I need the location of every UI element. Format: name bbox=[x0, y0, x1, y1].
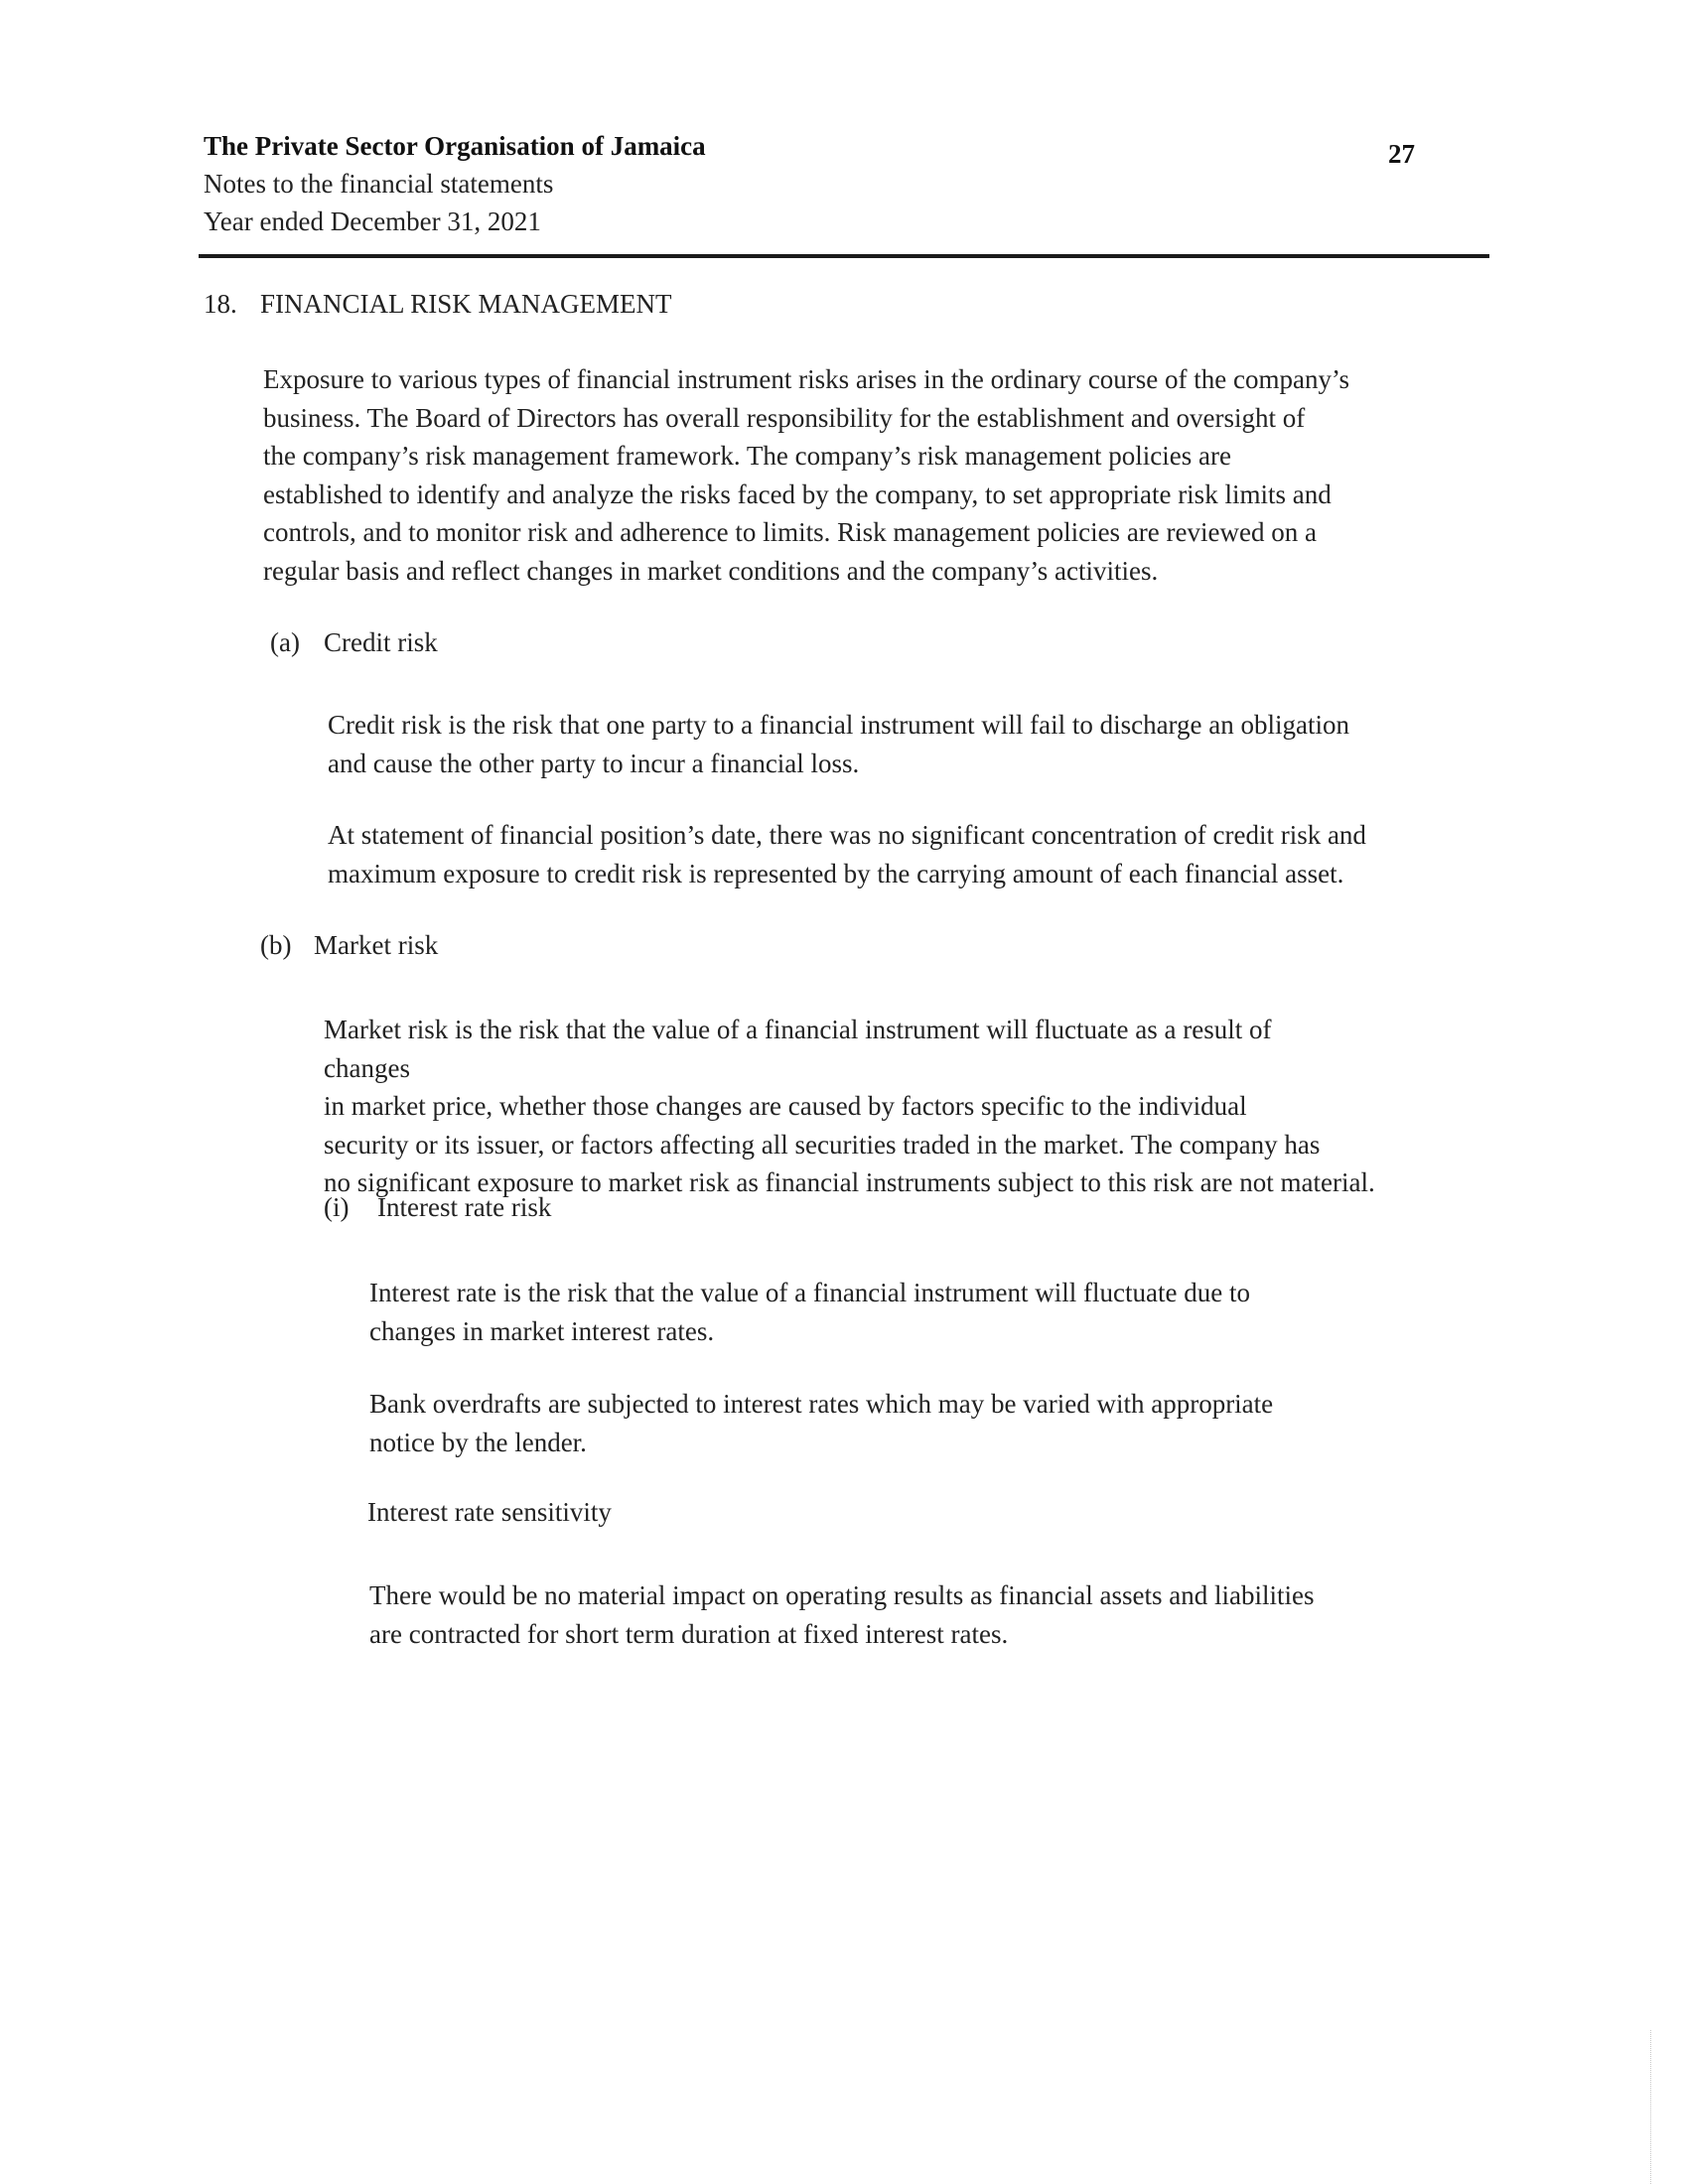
market-risk-line: in market price, whether those changes are caused by factors specific to the individual bbox=[324, 1091, 1247, 1121]
credit-risk-paragraph-2 bbox=[328, 816, 1366, 892]
market-risk-line: no significant exposure to market risk as financial instruments subject to this risk are not material. bbox=[324, 1167, 1375, 1197]
interest-rate-line: Bank overdrafts are subjected to interest rates which may be varied with appropriate bbox=[369, 1389, 1274, 1419]
interest-rate-risk-marker: (i) bbox=[324, 1192, 350, 1222]
credit-risk-paragraph-1 bbox=[328, 706, 1349, 782]
organisation-name: The Private Sector Organisation of Jamaica bbox=[204, 131, 706, 161]
interest-rate-line: are contracted for short term duration at fixed interest rates. bbox=[369, 1618, 1009, 1649]
page-number: 27 bbox=[1388, 139, 1415, 169]
section-title: FINANCIAL RISK MANAGEMENT bbox=[260, 289, 672, 319]
intro-line: regular basis and reflect changes in market conditions and the company’s activities. bbox=[263, 555, 1159, 586]
intro-line: the company’s risk management framework. The company’s risk management policies are bbox=[263, 441, 1231, 471]
interest-rate-line: There would be no material impact on operating results as financial assets and liabilities bbox=[369, 1580, 1315, 1610]
statement-subtitle: Notes to the financial statements bbox=[204, 169, 554, 199]
credit-risk-marker: (a) bbox=[270, 627, 300, 657]
credit-risk-line: At statement of financial position’s date, there was no significant concentration of credit risk and bbox=[328, 820, 1366, 850]
interest-rate-sensitivity-heading: Interest rate sensitivity bbox=[367, 1497, 612, 1527]
interest-rate-paragraph-3 bbox=[369, 1576, 1314, 1653]
intro-line: controls, and to monitor risk and adherence to limits. Risk management policies are reviewed on a bbox=[263, 517, 1317, 547]
market-risk-line bbox=[324, 1011, 1375, 1087]
header-divider bbox=[199, 254, 1489, 258]
market-risk-line-start: Market risk is the risk that the value of a financial instrument will fluctuate as a result of bbox=[324, 1015, 1272, 1044]
market-risk-paragraph bbox=[324, 1011, 1375, 1202]
interest-rate-paragraph-1 bbox=[369, 1274, 1250, 1350]
scan-edge-mark bbox=[1650, 2030, 1652, 2184]
credit-risk-line: maximum exposure to credit risk is represented by the carrying amount of each financial asset. bbox=[328, 858, 1344, 888]
statement-period: Year ended December 31, 2021 bbox=[204, 206, 541, 236]
section-number: 18. bbox=[204, 289, 237, 319]
interest-rate-line: changes in market interest rates. bbox=[369, 1315, 715, 1346]
credit-risk-line: Credit risk is the risk that one party to a financial instrument will fail to discharge an obligation bbox=[328, 710, 1350, 740]
interest-rate-risk-title: Interest rate risk bbox=[377, 1192, 552, 1222]
market-risk-marker: (b) bbox=[260, 930, 292, 960]
market-risk-line-end: changes bbox=[324, 1052, 410, 1083]
credit-risk-title: Credit risk bbox=[324, 627, 438, 657]
intro-line: Exposure to various types of financial instrument risks arises in the ordinary course of the company’s bbox=[263, 364, 1349, 394]
intro-line: business. The Board of Directors has overall responsibility for the establishment and oversight of bbox=[263, 402, 1306, 433]
credit-risk-line: and cause the other party to incur a financial loss. bbox=[328, 748, 860, 778]
interest-rate-line: notice by the lender. bbox=[369, 1427, 587, 1457]
interest-rate-line: Interest rate is the risk that the value of a financial instrument will fluctuate due to bbox=[369, 1278, 1250, 1307]
market-risk-line: security or its issuer, or factors affecting all securities traded in the market. The company has bbox=[324, 1129, 1321, 1160]
market-risk-title: Market risk bbox=[314, 930, 439, 960]
intro-line: established to identify and analyze the risks faced by the company, to set appropriate risk limits and bbox=[263, 478, 1332, 509]
intro-paragraph bbox=[263, 360, 1349, 590]
interest-rate-paragraph-2 bbox=[369, 1385, 1273, 1461]
